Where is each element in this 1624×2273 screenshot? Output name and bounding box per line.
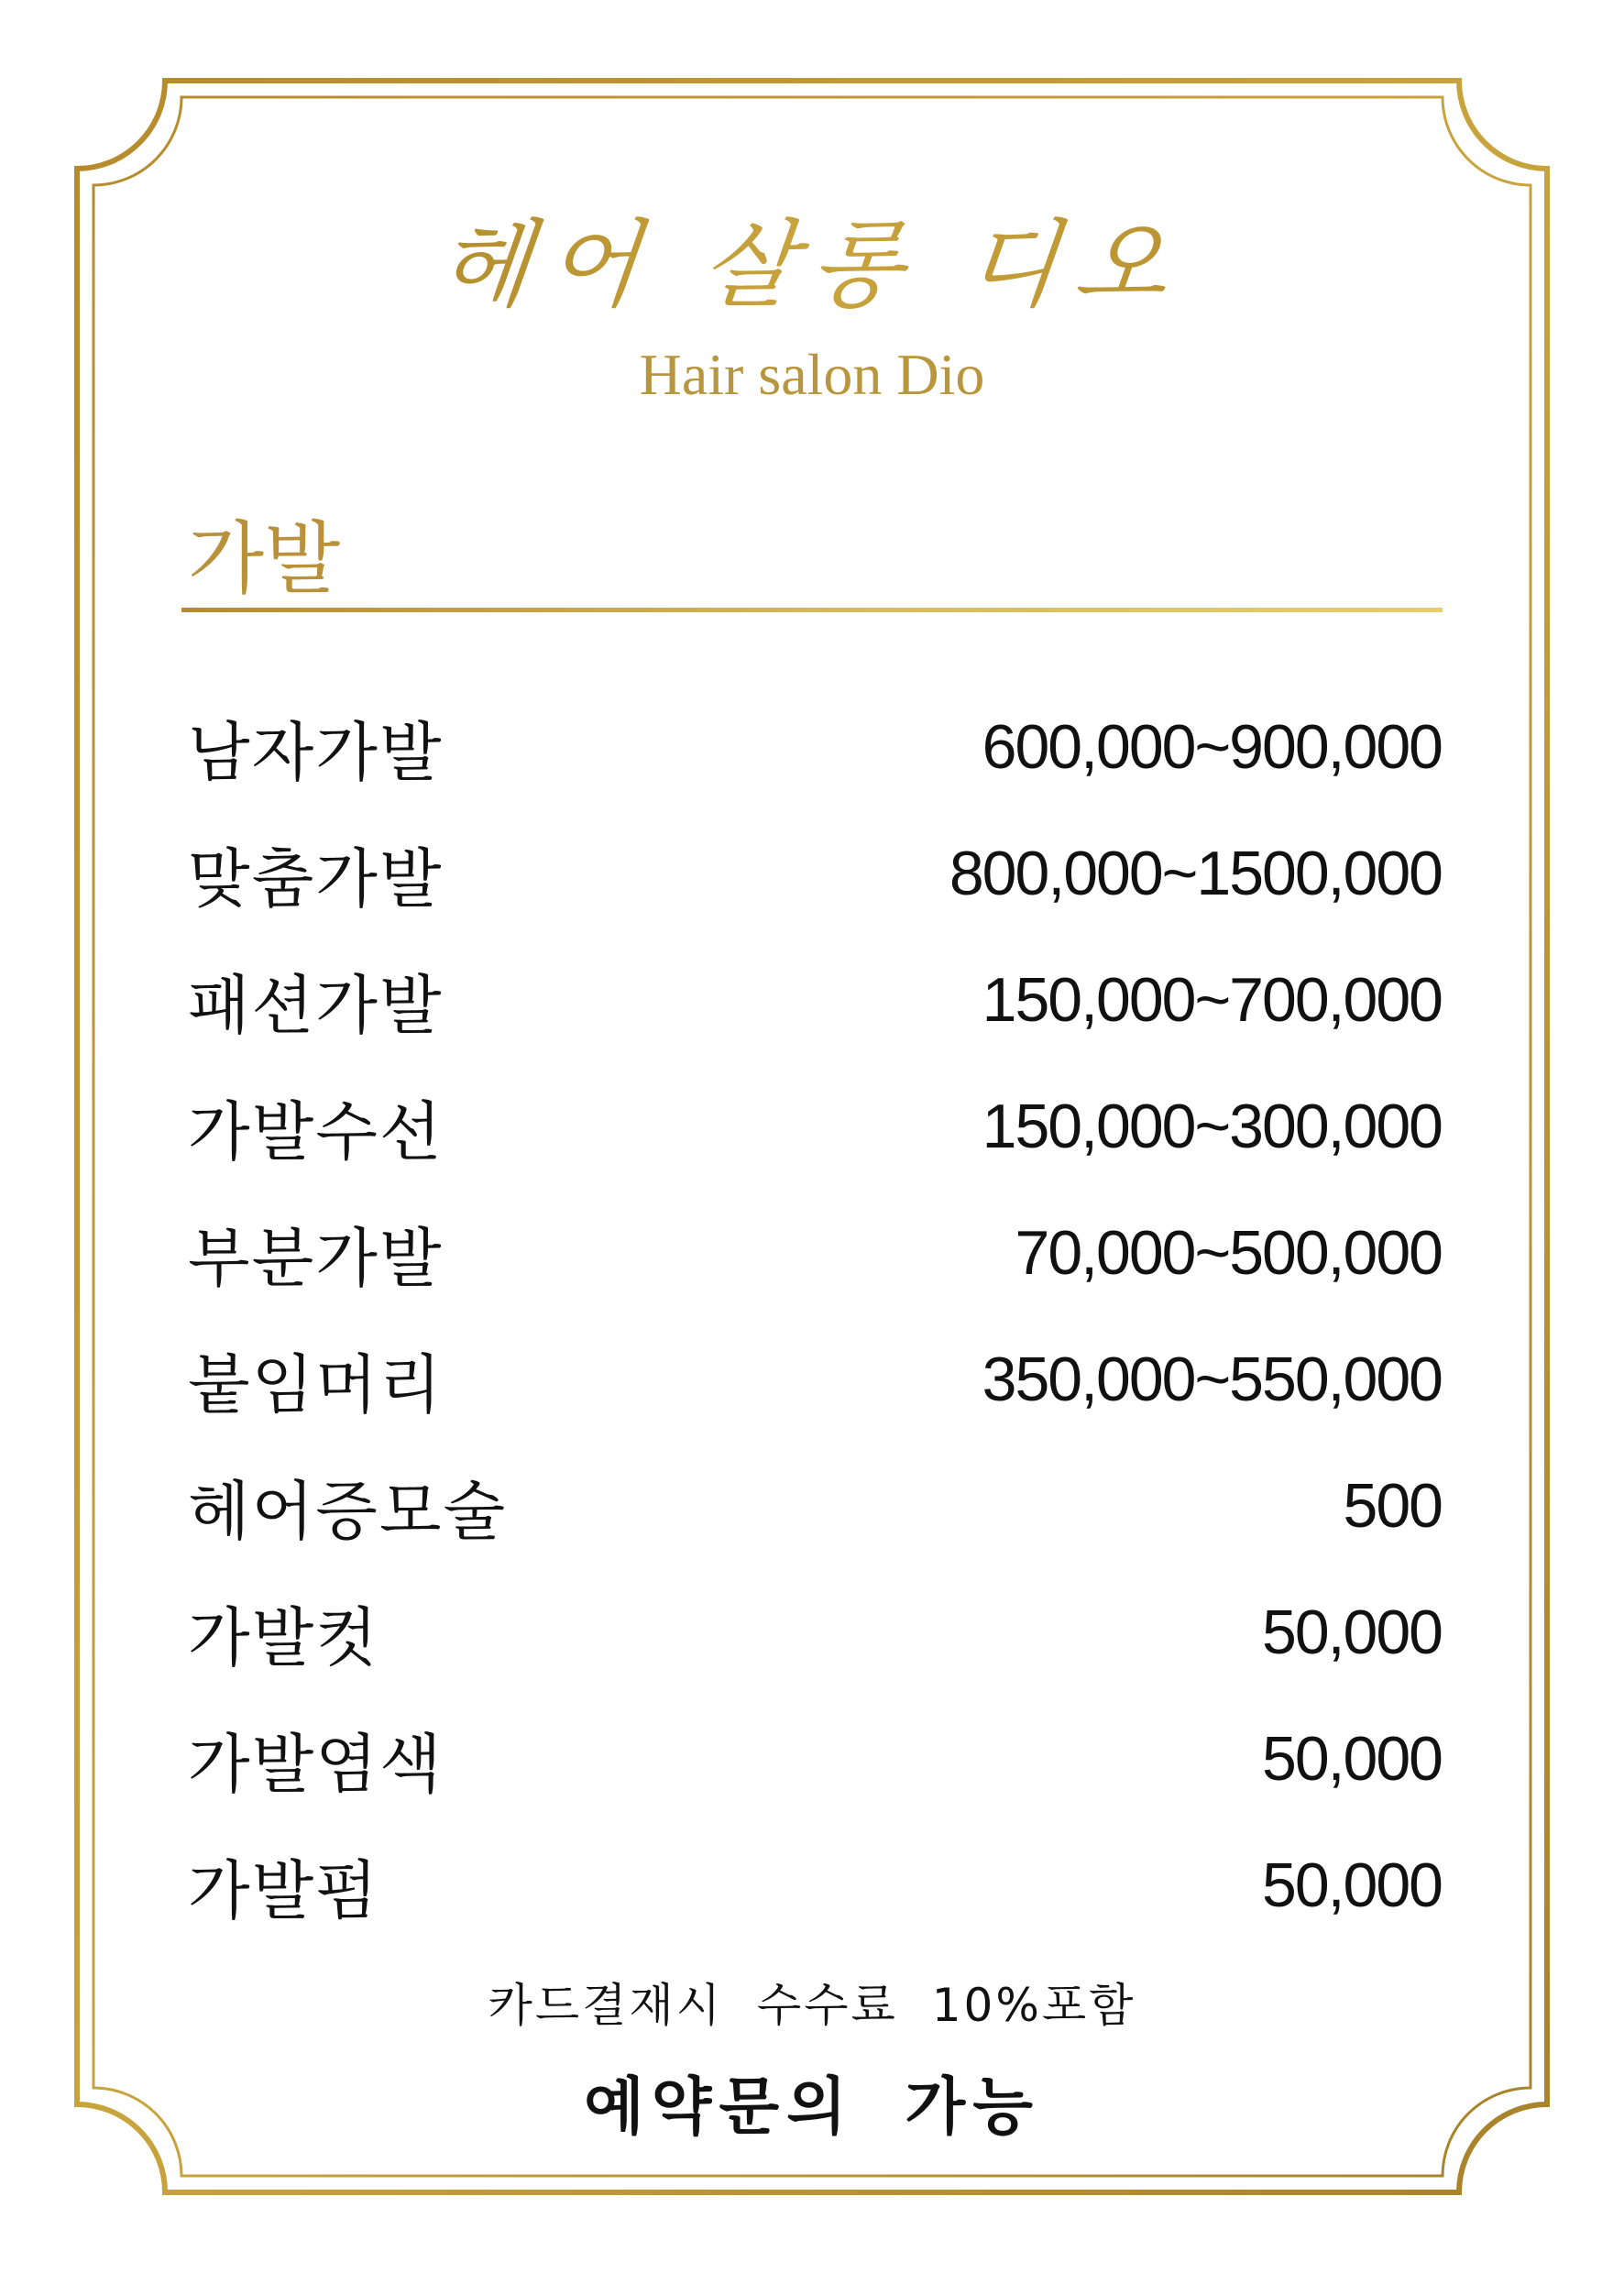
price-list-item	[188, 1063, 1442, 1190]
price-list-item	[188, 1443, 1442, 1569]
item-name: 남자가발	[188, 714, 444, 790]
price-list-item	[188, 810, 1442, 937]
item-price: 50,000	[1262, 1724, 1442, 1794]
price-list-item	[188, 1822, 1442, 1949]
item-price: 70,000~500,000	[1015, 1218, 1442, 1288]
item-name: 부분가발	[188, 1220, 444, 1296]
item-name: 가발펌	[188, 1852, 379, 1928]
item-name: 맞춤가발	[188, 840, 444, 917]
item-name: 가발컷	[188, 1599, 379, 1675]
price-list-item	[188, 1316, 1442, 1443]
section-divider	[181, 608, 1443, 612]
price-list-item	[188, 1696, 1442, 1822]
item-name: 가발염색	[188, 1726, 444, 1802]
item-name: 헤어증모술	[188, 1473, 508, 1549]
item-price: 150,000~700,000	[982, 965, 1442, 1035]
item-name: 패션가발	[188, 967, 444, 1043]
item-name: 가발수선	[188, 1093, 444, 1169]
section-title: 가발	[188, 513, 341, 605]
item-price: 150,000~300,000	[982, 1092, 1442, 1161]
item-price: 50,000	[1262, 1850, 1442, 1920]
brand-title-english: Hair salon Dio	[639, 342, 985, 407]
price-list-item	[188, 684, 1442, 810]
brand-title-korean: 헤어 살롱 디오	[0, 188, 1624, 325]
price-list-item	[188, 937, 1442, 1063]
reservation-note: 예약문의 가능	[584, 2071, 1040, 2144]
price-list-item	[188, 1190, 1442, 1316]
card-payment-note: 카드결재시 수수료 10%포함	[488, 1979, 1136, 2032]
price-list	[188, 684, 1442, 1949]
item-price: 500	[1343, 1471, 1442, 1541]
item-name: 붙임머리	[188, 1346, 444, 1422]
item-price: 50,000	[1262, 1598, 1442, 1667]
item-price: 600,000~900,000	[982, 712, 1442, 782]
item-price: 800,000~1500,000	[949, 839, 1442, 908]
item-price: 350,000~550,000	[982, 1345, 1442, 1414]
price-list-item	[188, 1569, 1442, 1696]
